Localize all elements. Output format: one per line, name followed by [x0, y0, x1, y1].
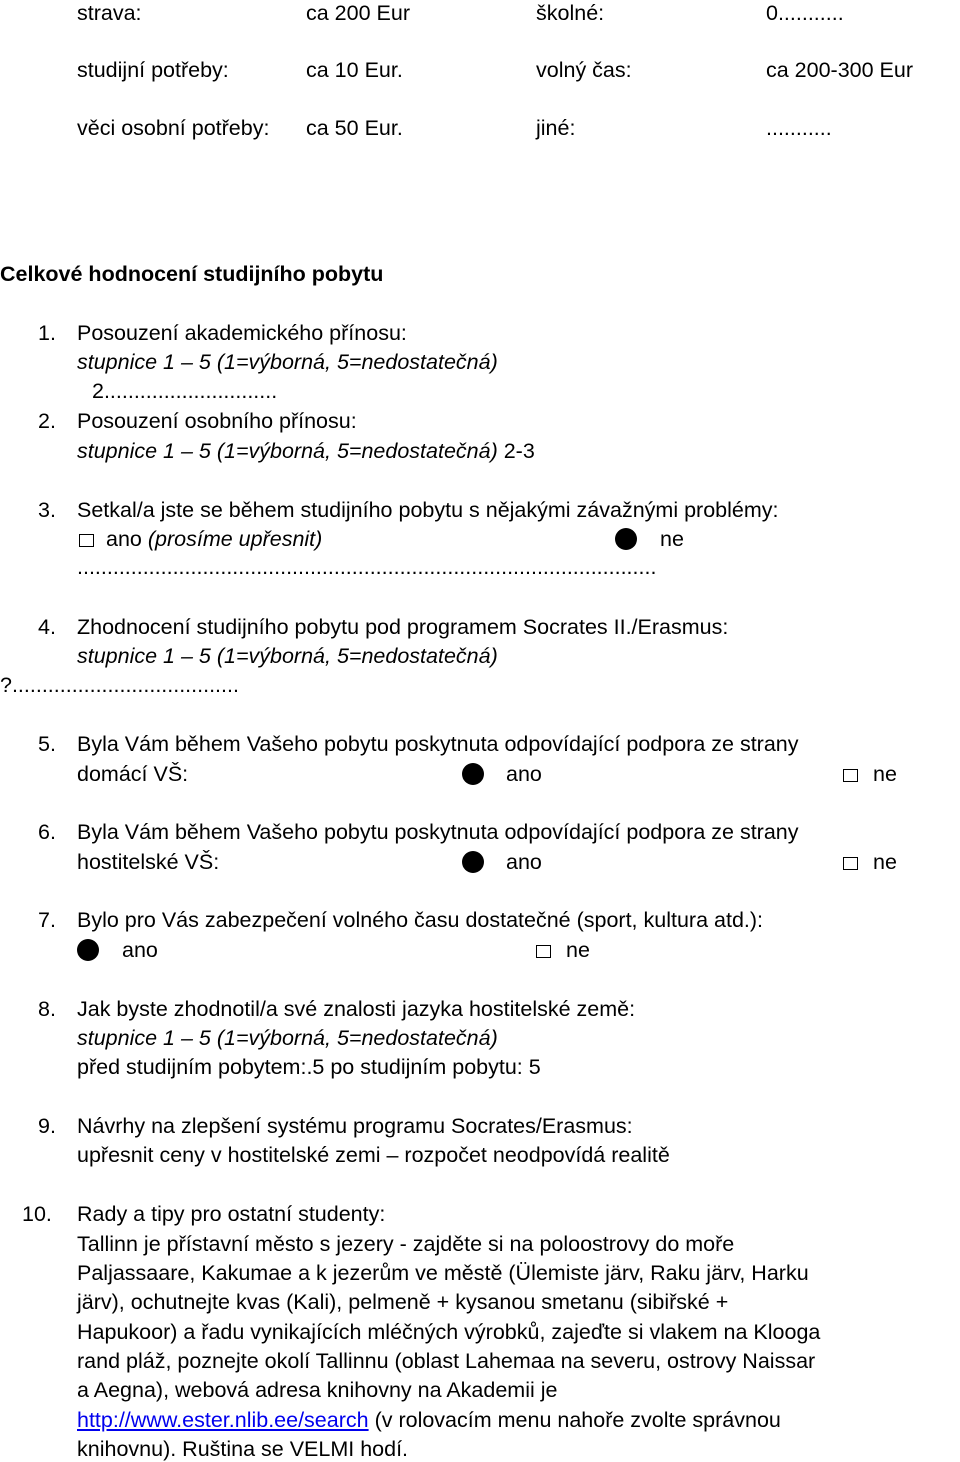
- strava-label: strava:: [77, 1, 142, 25]
- q1-scale: stupnice 1 – 5 (1=výborná, 5=nedostatečná): [77, 350, 498, 374]
- volny-cas-label: volný čas:: [536, 58, 632, 82]
- q3-answer-dots: .................................................................................................: [77, 555, 657, 579]
- q3-title: Setkal/a jste se během studijního pobytu s nějakými závažnými problémy:: [77, 498, 779, 522]
- studijni-potreby-label: studijní potřeby:: [77, 58, 229, 82]
- q7-number: 7.: [38, 908, 56, 932]
- q10-text-line-6: a Aegna), webová adresa knihovny na Akademii je: [77, 1378, 558, 1402]
- q3-yes-note: (prosíme upřesnit): [147, 527, 323, 551]
- q7-title: Bylo pro Vás zabezpečení volného času dostatečné (sport, kultura atd.):: [77, 908, 764, 932]
- q4-scale: stupnice 1 – 5 (1=výborná, 5=nedostatečná): [77, 644, 498, 668]
- q10-number: 10.: [22, 1202, 52, 1226]
- q8-scale: stupnice 1 – 5 (1=výborná, 5=nedostatečná): [77, 1026, 498, 1050]
- q8-title: Jak byste zhodnotil/a své znalosti jazyka hostitelské země:: [77, 997, 636, 1021]
- q2-scale: stupnice 1 – 5 (1=výborná, 5=nedostatečná): [77, 439, 498, 463]
- q5-line2: domácí VŠ:: [77, 762, 189, 786]
- q3-yes-line: [106, 526, 322, 552]
- q10-text-line-2: Paljassaare, Kakumae a k jezerům ve městě (Ülemiste järv, Raku järv, Harku: [77, 1261, 809, 1285]
- osobni-potreby-value: ca 50 Eur.: [306, 116, 403, 140]
- q2-scale-line: [77, 438, 535, 464]
- jine-label: jiné:: [536, 116, 576, 140]
- q5-no-label: ne: [873, 762, 897, 786]
- q7-no-checkbox[interactable]: [536, 945, 551, 958]
- q3-yes-label: ano: [106, 527, 142, 551]
- library-search-link[interactable]: http://www.ester.nlib.ee/search: [77, 1408, 369, 1432]
- q5-no-checkbox[interactable]: [843, 769, 858, 782]
- q5-title: Byla Vám během Vašeho pobytu poskytnuta odpovídající podpora ze strany: [77, 732, 799, 756]
- q1-title: Posouzení akademického přínosu:: [77, 321, 407, 345]
- jine-value: ...........: [766, 116, 832, 140]
- q10-text-line-7: [77, 1407, 781, 1433]
- skolne-value: 0...........: [766, 1, 844, 25]
- q8-number: 8.: [38, 997, 56, 1021]
- q7-yes-radio-selected[interactable]: [77, 939, 99, 961]
- q4-number: 4.: [38, 615, 56, 639]
- q6-yes-radio-selected[interactable]: [462, 851, 484, 873]
- q4-title: Zhodnocení studijního pobytu pod programem Socrates II./Erasmus:: [77, 615, 729, 639]
- q6-title: Byla Vám během Vašeho pobytu poskytnuta odpovídající podpora ze strany: [77, 820, 799, 844]
- skolne-label: školné:: [536, 1, 605, 25]
- q5-yes-label: ano: [506, 762, 542, 786]
- volny-cas-value: ca 200-300 Eur: [766, 58, 914, 82]
- q2-answer: 2-3: [503, 439, 535, 463]
- q6-no-label: ne: [873, 850, 897, 874]
- q5-yes-radio-selected[interactable]: [462, 763, 484, 785]
- q2-number: 2.: [38, 409, 56, 433]
- q9-title: Návrhy na zlepšení systému programu Socrates/Erasmus:: [77, 1114, 633, 1138]
- osobni-potreby-label: věci osobní potřeby:: [77, 116, 270, 140]
- q9-number: 9.: [38, 1114, 56, 1138]
- q7-yes-label: ano: [122, 938, 158, 962]
- section-title: Celkové hodnocení studijního pobytu: [0, 262, 384, 286]
- q9-answer: upřesnit ceny v hostitelské zemi – rozpočet neodpovídá realitě: [77, 1143, 670, 1167]
- strava-value: ca 200 Eur: [306, 1, 410, 25]
- q10-text-line-8: knihovnu). Ruština se VELMI hodí.: [77, 1437, 409, 1461]
- q3-number: 3.: [38, 498, 56, 522]
- q1-number: 1.: [38, 321, 56, 345]
- q10-text-line-4: Hapukoor) a řadu vynikajících mléčných výrobků, zajeďte si vlakem na Klooga: [77, 1320, 821, 1344]
- q7-no-label: ne: [566, 938, 590, 962]
- q10-link-trailing-text: (v rolovacím menu nahoře zvolte správnou: [368, 1408, 781, 1432]
- studijni-potreby-value: ca 10 Eur.: [306, 58, 403, 82]
- q10-title: Rady a tipy pro ostatní studenty:: [77, 1202, 386, 1226]
- q6-yes-label: ano: [506, 850, 542, 874]
- q2-title: Posouzení osobního přínosu:: [77, 409, 357, 433]
- q10-text-line-1: Tallinn je přístavní město s jezery - zajděte si na poloostrovy do moře: [77, 1232, 735, 1256]
- q3-no-radio-selected[interactable]: [615, 528, 637, 550]
- q10-text-line-3: järv), ochutnejte kvas (Kali), pelmeně + kysanou smetanu (sibiřské +: [77, 1290, 729, 1314]
- q6-line2: hostitelské VŠ:: [77, 850, 220, 874]
- q6-number: 6.: [38, 820, 56, 844]
- q4-answer: ?......................................: [0, 673, 239, 697]
- q1-answer: 2.............................: [92, 379, 278, 403]
- q6-no-checkbox[interactable]: [843, 857, 858, 870]
- q5-number: 5.: [38, 732, 56, 756]
- q10-text-line-5: rand pláž, poznejte okolí Tallinnu (oblast Lahemaa na severu, ostrovy Naissar: [77, 1349, 816, 1373]
- q3-no-label: ne: [660, 527, 684, 551]
- q3-yes-checkbox[interactable]: [79, 534, 94, 547]
- q8-answer: před studijním pobytem:.5 po studijním pobytu: 5: [77, 1055, 541, 1079]
